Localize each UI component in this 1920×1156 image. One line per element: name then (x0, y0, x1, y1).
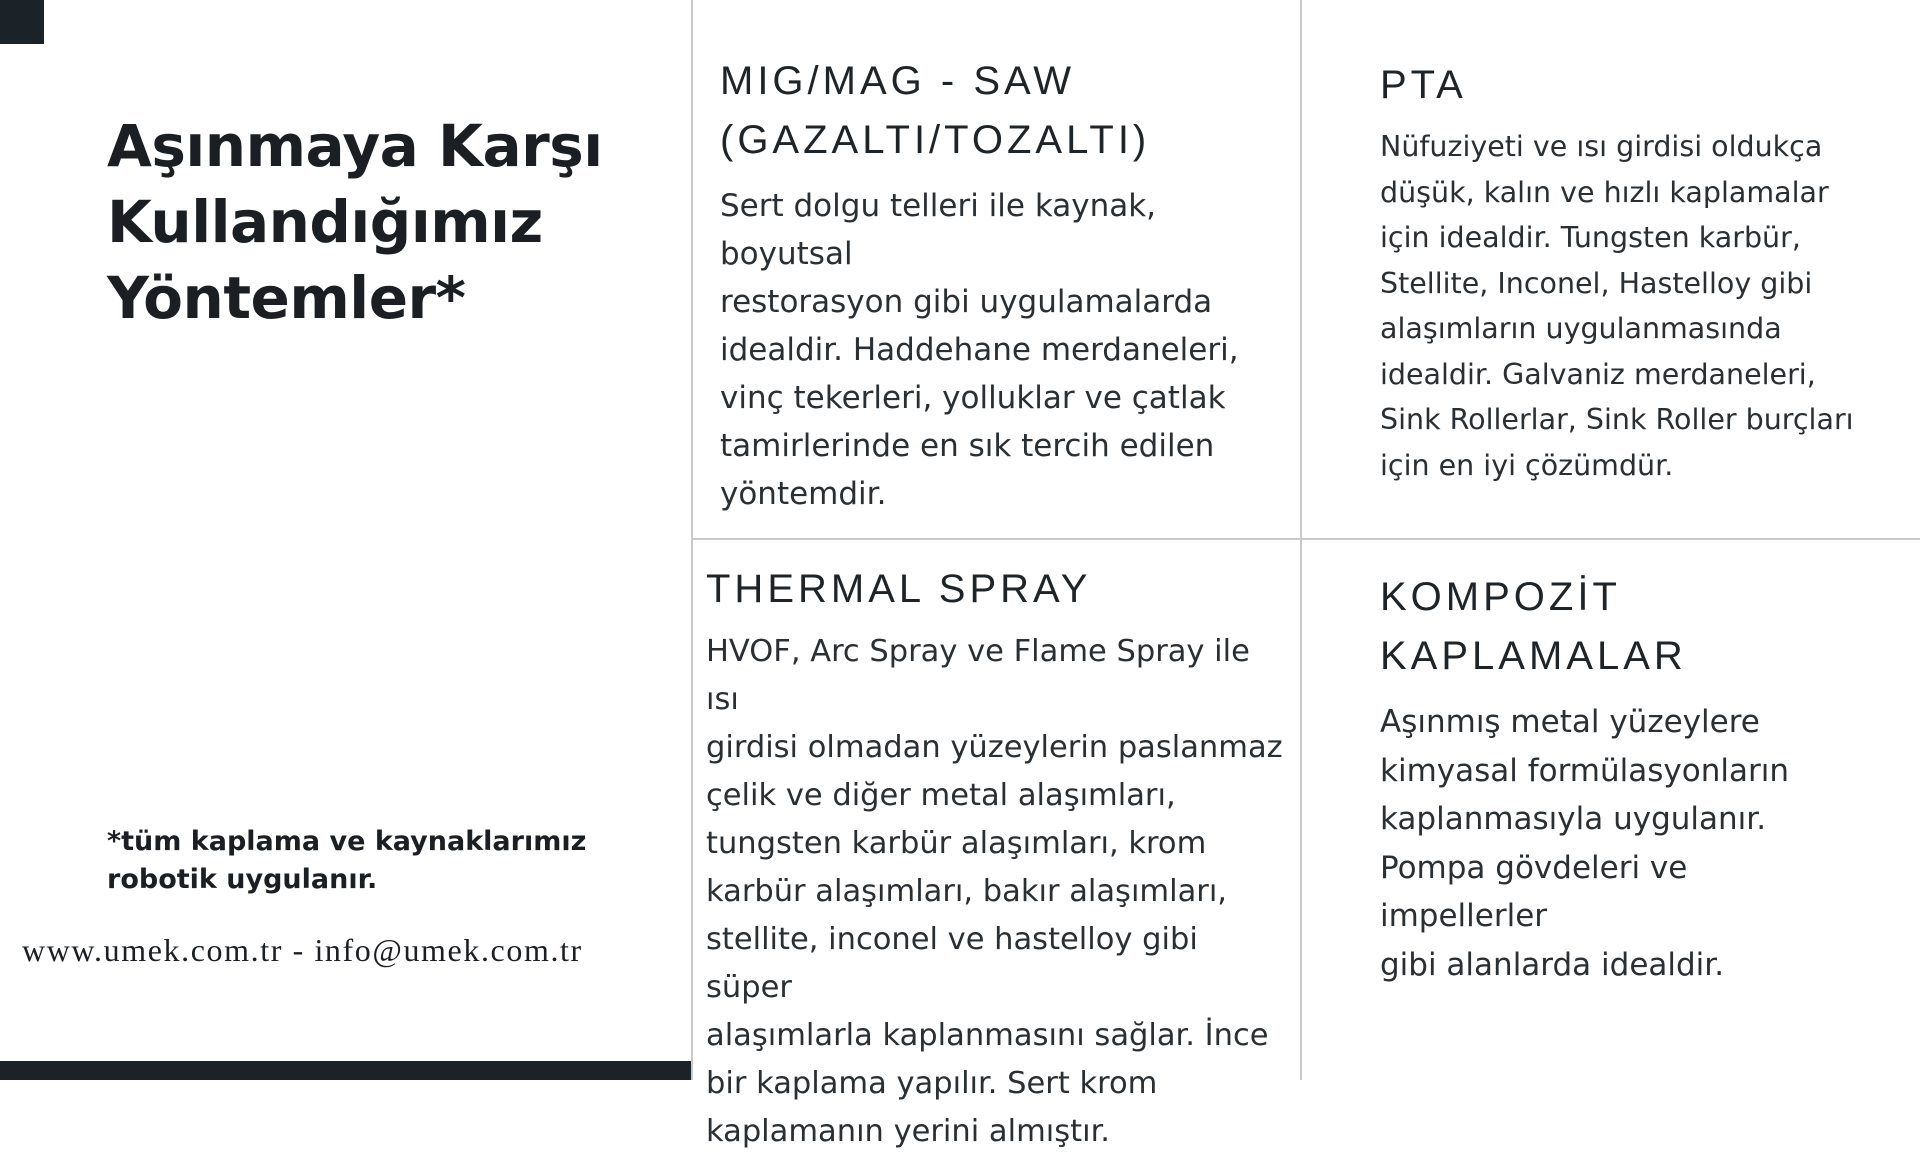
heading-line: KOMPOZİT (1380, 575, 1621, 619)
body-line: kimyasal formülasyonların (1380, 752, 1789, 789)
title-line: Kullandığımız (107, 188, 543, 256)
footnote-line: *tüm kaplama ve kaynaklarımız (107, 826, 587, 857)
body-line: Sert dolgu telleri ile kaynak, boyutsal (720, 188, 1157, 272)
grid-divider-vertical-left (691, 0, 693, 1080)
body-line: düşük, kalın ve hızlı kaplamalar (1380, 175, 1829, 209)
footnote-line: robotik uygulanır. (107, 864, 378, 895)
heading-line: MIG/MAG - SAW (720, 59, 1075, 103)
body-line: Sink Rollerlar, Sink Roller burçları (1380, 403, 1854, 436)
card-body (706, 628, 1286, 1156)
card-heading (706, 560, 1091, 619)
body-line: tungsten karbür alaşımları, krom (706, 826, 1207, 861)
body-line: idealdir. Haddehane merdaneleri, (720, 332, 1239, 368)
body-line: HVOF, Arc Spray ve Flame Spray ile ısı (706, 634, 1250, 717)
body-line: Stellite, Inconel, Hastelloy gibi (1380, 266, 1813, 300)
body-line: idealdir. Galvaniz merdaneleri, (1380, 357, 1816, 391)
body-line: için en iyi çözümdür. (1380, 448, 1674, 482)
body-line: vinç tekerleri, yolluklar ve çatlak (720, 380, 1226, 416)
page-title (107, 108, 627, 336)
body-line: için idealdir. Tungsten karbür, (1380, 221, 1801, 254)
grid-divider-vertical-middle (1300, 0, 1302, 1080)
heading-line: KAPLAMALAR (1380, 634, 1687, 678)
contact-info: www.umek.com.tr - info@umek.com.tr (22, 932, 583, 968)
body-line: kaplamanın yerini almıştır. (706, 1114, 1111, 1149)
title-line: Aşınmaya Karşı (107, 112, 603, 180)
heading-line: THERMAL SPRAY (706, 567, 1092, 611)
body-line: çelik ve diğer metal alaşımları, (706, 778, 1176, 813)
body-line: restorasyon gibi uygulamalarda (720, 284, 1213, 320)
body-line: yöntemdir. (720, 476, 887, 512)
corner-decoration (0, 0, 44, 44)
heading-line: PTA (1380, 63, 1467, 107)
body-line: tamirlerinde en sık tercih edilen (720, 428, 1215, 464)
card-heading (1380, 568, 1687, 686)
bottom-decoration-bar (0, 1061, 692, 1080)
body-line: Aşınmış metal yüzeylere (1380, 704, 1760, 740)
card-body (720, 182, 1280, 518)
body-line: stellite, inconel ve hastelloy gibi süper (706, 922, 1198, 1005)
body-line: Pompa gövdeleri ve impellerler (1380, 849, 1688, 934)
title-line: Yöntemler* (107, 264, 466, 332)
body-line: gibi alanlarda idealdir. (1380, 946, 1725, 983)
body-line: alaşımların uygulanmasında (1380, 312, 1782, 345)
card-body (1380, 698, 1860, 989)
grid-divider-horizontal (691, 538, 1920, 540)
card-heading (1380, 56, 1467, 115)
body-line: kaplanmasıyla uygulanır. (1380, 801, 1767, 837)
card-heading (720, 52, 1150, 170)
body-line: girdisi olmadan yüzeylerin paslanmaz (706, 730, 1283, 765)
footnote (107, 823, 607, 899)
body-line: Nüfuziyeti ve ısı girdisi oldukça (1380, 130, 1823, 163)
heading-line: (GAZALTI/TOZALTI) (720, 118, 1151, 162)
body-line: bir kaplama yapılır. Sert krom (706, 1066, 1158, 1101)
body-line: karbür alaşımları, bakır alaşımları, (706, 874, 1228, 909)
card-body (1380, 124, 1860, 488)
body-line: alaşımlarla kaplanmasını sağlar. İnce (706, 1018, 1269, 1053)
